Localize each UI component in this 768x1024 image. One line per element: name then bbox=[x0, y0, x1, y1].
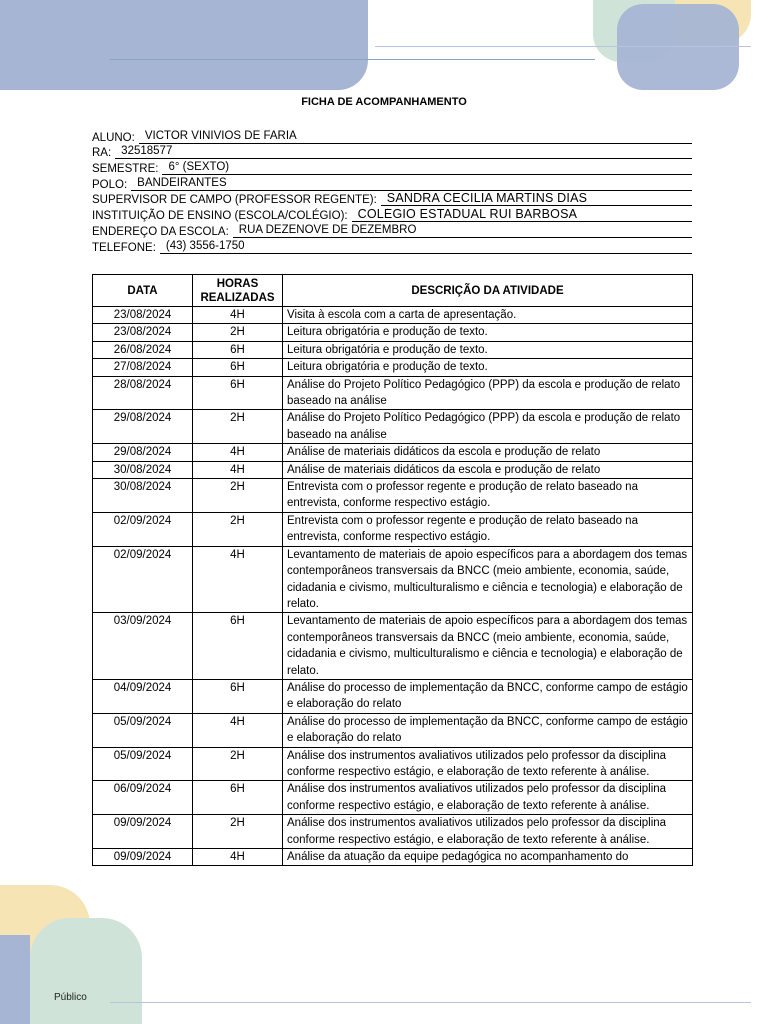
field-instituicao bbox=[92, 206, 692, 222]
decor-shape bbox=[0, 0, 368, 90]
cell-description: Análise da atuação da equipe pedagógica no acompanhamento do bbox=[283, 849, 693, 866]
field-value: VICTOR VINIVIOS DE FARIA bbox=[139, 130, 692, 144]
cell-description: Análise do Projeto Político Pedagógico (PPP) da escola e produção de relato baseado na análise bbox=[283, 410, 693, 444]
cell-hours: 6H bbox=[193, 781, 283, 815]
cell-hours: 6H bbox=[193, 613, 283, 680]
field-label: TELEFONE: bbox=[92, 241, 156, 254]
cell-date: 02/09/2024 bbox=[93, 512, 193, 546]
table-row bbox=[93, 479, 693, 513]
field-value: RUA DEZENOVE DE DEZEMBRO bbox=[233, 224, 692, 238]
field-label: RA: bbox=[92, 147, 112, 160]
student-info bbox=[92, 128, 692, 254]
field-value: SANDRA CECILIA MARTINS DIAS bbox=[381, 192, 692, 206]
table-row bbox=[93, 713, 693, 747]
cell-description: Entrevista com o professor regente e produção de relato baseado na entrevista, conforme respectivo estágio. bbox=[283, 512, 693, 546]
cell-hours: 4H bbox=[193, 713, 283, 747]
table-row bbox=[93, 410, 693, 444]
cell-date: 23/08/2024 bbox=[93, 324, 193, 341]
field-label: POLO: bbox=[92, 178, 128, 191]
header-horas bbox=[193, 275, 283, 307]
cell-hours: 6H bbox=[193, 679, 283, 713]
field-label: ENDEREÇO DA ESCOLA: bbox=[92, 225, 229, 238]
cell-description: Análise do Projeto Político Pedagógico (PPP) da escola e produção de relato baseado na análise bbox=[283, 376, 693, 410]
cell-date: 03/09/2024 bbox=[93, 613, 193, 680]
cell-hours: 4H bbox=[193, 546, 283, 613]
field-value: COLÉGIO ESTADUAL RUI BARBOSA bbox=[352, 208, 692, 222]
field-label: INSTITUIÇÃO DE ENSINO (ESCOLA/COLÉGIO): bbox=[92, 210, 348, 223]
cell-hours: 2H bbox=[193, 512, 283, 546]
page-title: FICHA DE ACOMPANHAMENTO bbox=[301, 96, 467, 108]
table-row bbox=[93, 781, 693, 815]
cell-date: 04/09/2024 bbox=[93, 679, 193, 713]
field-supervisor bbox=[92, 191, 692, 207]
cell-date: 29/08/2024 bbox=[93, 444, 193, 461]
field-label: SEMESTRE: bbox=[92, 163, 159, 176]
cell-description: Leitura obrigatória e produção de texto. bbox=[283, 359, 693, 376]
table-row bbox=[93, 376, 693, 410]
table-row bbox=[93, 307, 693, 324]
field-label: ALUNO: bbox=[92, 131, 135, 144]
table-row bbox=[93, 613, 693, 680]
table-row bbox=[93, 815, 693, 849]
cell-description: Levantamento de materiais de apoio específicos para a abordagem dos temas contemporâneos transversais da BNCC (meio ambiente, economia, saúde, cidadania e civismo, multiculturalismo e ciência e tecnologia) e elaboração de relato. bbox=[283, 613, 693, 680]
cell-hours: 2H bbox=[193, 324, 283, 341]
decor-shape bbox=[30, 918, 142, 1024]
table-row bbox=[93, 679, 693, 713]
cell-date: 27/08/2024 bbox=[93, 359, 193, 376]
table-row bbox=[93, 849, 693, 866]
cell-hours: 6H bbox=[193, 341, 283, 358]
cell-date: 30/08/2024 bbox=[93, 479, 193, 513]
table-row bbox=[93, 324, 693, 341]
cell-date: 26/08/2024 bbox=[93, 341, 193, 358]
cell-description: Visita à escola com a carta de apresentação. bbox=[283, 307, 693, 324]
field-value: (43) 3556-1750 bbox=[160, 240, 692, 254]
cell-hours: 2H bbox=[193, 747, 283, 781]
table-row bbox=[93, 546, 693, 613]
cell-date: 05/09/2024 bbox=[93, 747, 193, 781]
cell-hours: 4H bbox=[193, 444, 283, 461]
cell-hours: 4H bbox=[193, 461, 283, 478]
cell-date: 02/09/2024 bbox=[93, 546, 193, 613]
activity-table bbox=[92, 274, 693, 866]
cell-date: 09/09/2024 bbox=[93, 815, 193, 849]
decor-line bbox=[110, 59, 595, 60]
cell-description: Análise do processo de implementação da BNCC, conforme campo de estágio e elaboração do relato bbox=[283, 679, 693, 713]
cell-hours: 4H bbox=[193, 307, 283, 324]
decor-shape bbox=[617, 4, 739, 90]
table-row bbox=[93, 512, 693, 546]
field-label: SUPERVISOR DE CAMPO (PROFESSOR REGENTE): bbox=[92, 194, 377, 207]
header-descricao: DESCRIÇÃO DA ATIVIDADE bbox=[283, 275, 693, 307]
cell-description: Análise dos instrumentos avaliativos utilizados pelo professor da disciplina conforme respectivo estágio, e elaboração de texto referente à análise. bbox=[283, 781, 693, 815]
table-row bbox=[93, 747, 693, 781]
cell-hours: 2H bbox=[193, 815, 283, 849]
cell-description: Análise de materiais didáticos da escola e produção de relato bbox=[283, 461, 693, 478]
cell-description: Análise dos instrumentos avaliativos utilizados pelo professor da disciplina conforme respectivo estágio, e elaboração de texto referente à análise. bbox=[283, 747, 693, 781]
field-telefone bbox=[92, 238, 692, 254]
classification-label: Público bbox=[54, 992, 87, 1003]
cell-description: Análise do processo de implementação da BNCC, conforme campo de estágio e elaboração do relato bbox=[283, 713, 693, 747]
cell-description: Leitura obrigatória e produção de texto. bbox=[283, 341, 693, 358]
header-horas-line1: HORAS bbox=[216, 277, 259, 290]
field-value: 6° (SEXTO) bbox=[162, 161, 692, 175]
cell-description: Análise de materiais didáticos da escola e produção de relato bbox=[283, 444, 693, 461]
cell-hours: 2H bbox=[193, 410, 283, 444]
field-polo bbox=[92, 175, 692, 191]
field-semestre bbox=[92, 159, 692, 175]
header-horas-line2: REALIZADAS bbox=[200, 291, 275, 304]
cell-description: Análise dos instrumentos avaliativos utilizados pelo professor da disciplina conforme respectivo estágio, e elaboração de texto referente à análise. bbox=[283, 815, 693, 849]
cell-description: Entrevista com o professor regente e produção de relato baseado na entrevista, conforme respectivo estágio. bbox=[283, 479, 693, 513]
cell-date: 05/09/2024 bbox=[93, 713, 193, 747]
field-aluno bbox=[92, 128, 692, 144]
table-row bbox=[93, 359, 693, 376]
cell-date: 23/08/2024 bbox=[93, 307, 193, 324]
header-data: DATA bbox=[93, 275, 193, 307]
cell-hours: 6H bbox=[193, 359, 283, 376]
table-row bbox=[93, 341, 693, 358]
table-header-row bbox=[93, 275, 693, 307]
field-value: BANDEIRANTES bbox=[131, 177, 692, 191]
cell-date: 30/08/2024 bbox=[93, 461, 193, 478]
cell-date: 28/08/2024 bbox=[93, 376, 193, 410]
cell-description: Leitura obrigatória e produção de texto. bbox=[283, 324, 693, 341]
field-ra bbox=[92, 144, 692, 160]
field-value: 32518577 bbox=[115, 145, 692, 159]
cell-date: 09/09/2024 bbox=[93, 849, 193, 866]
decor-line bbox=[375, 46, 751, 47]
table-row bbox=[93, 461, 693, 478]
decor-line bbox=[110, 1002, 751, 1003]
cell-description: Levantamento de materiais de apoio específicos para a abordagem dos temas contemporâneos transversais da BNCC (meio ambiente, economia, saúde, cidadania e civismo, multiculturalismo e ciência e tecnologia) e elaboração de relato. bbox=[283, 546, 693, 613]
cell-date: 06/09/2024 bbox=[93, 781, 193, 815]
cell-date: 29/08/2024 bbox=[93, 410, 193, 444]
table-row bbox=[93, 444, 693, 461]
cell-hours: 4H bbox=[193, 849, 283, 866]
cell-hours: 6H bbox=[193, 376, 283, 410]
cell-hours: 2H bbox=[193, 479, 283, 513]
field-endereco bbox=[92, 222, 692, 238]
decor-shape bbox=[0, 935, 30, 1024]
